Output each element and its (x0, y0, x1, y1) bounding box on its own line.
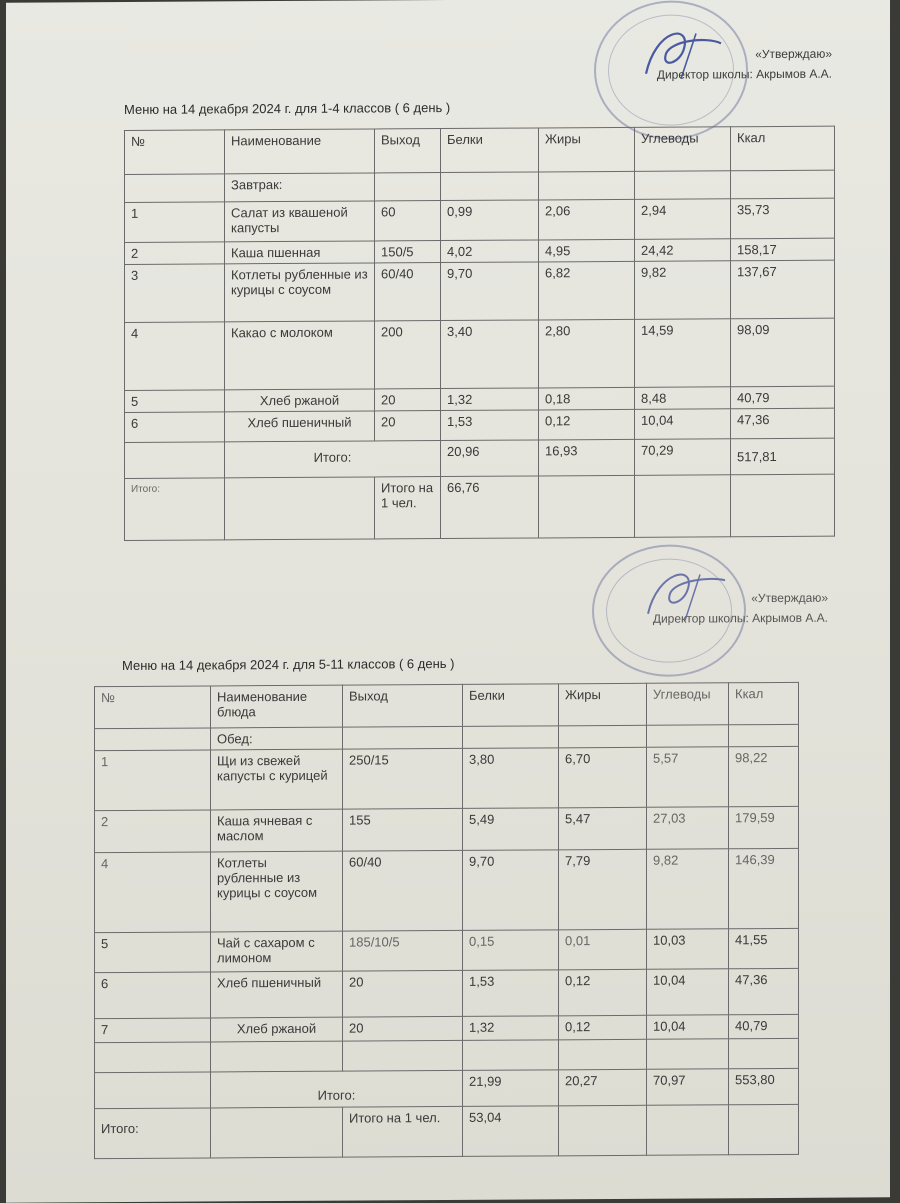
total-fats: 20,27 (559, 1069, 647, 1106)
row-carbs: 10,04 (635, 409, 731, 440)
row-dish-name: Щи из свежей капусты с курицей (211, 749, 343, 810)
row-proteins: 0,15 (463, 930, 559, 971)
row-kcal: 41,55 (729, 928, 799, 968)
row-fats: 4,95 (539, 239, 635, 262)
header-kcal: Ккал (731, 126, 835, 171)
per-person-value: 53,04 (463, 1106, 559, 1157)
row-output: 150/5 (375, 241, 441, 263)
header-fats: Жиры (539, 127, 635, 172)
header-carbs: Углеводы (647, 683, 729, 726)
row-fats: 7,79 (559, 849, 647, 930)
table-row (95, 928, 799, 972)
row-dish-name: Каша ячневая с маслом (211, 809, 343, 852)
row-kcal: 40,79 (729, 1014, 799, 1038)
row-kcal: 137,67 (731, 260, 835, 319)
row-number: 2 (95, 810, 211, 853)
header-name: Наименование (225, 129, 375, 174)
total-fats: 16,93 (539, 439, 635, 476)
row-carbs: 10,03 (647, 929, 729, 970)
menu-table-secondary (94, 682, 799, 1159)
total-carbs: 70,29 (635, 439, 731, 476)
row-number: 6 (95, 972, 211, 1019)
header-kcal: Ккал (729, 682, 799, 724)
header-number: № (125, 130, 225, 175)
row-dish-name: Чай с сахаром с лимоном (211, 931, 343, 972)
approval-signature-line: Директор школы: Акрымов А.А. (652, 611, 828, 627)
header-proteins: Белки (463, 684, 559, 727)
row-kcal: 98,09 (731, 318, 835, 387)
row-number: 4 (95, 852, 211, 933)
row-kcal: 47,36 (729, 968, 799, 1014)
row-kcal: 179,59 (729, 806, 799, 848)
row-output: 20 (343, 970, 463, 1017)
row-kcal: 47,36 (731, 408, 835, 439)
total-label: Итого: (225, 441, 441, 478)
menu-table-primary (124, 126, 835, 541)
approval-quote: «Утверждаю» (755, 46, 832, 62)
empty-row (95, 1038, 799, 1072)
row-kcal: 146,39 (729, 848, 799, 928)
total-kcal: 553,80 (729, 1068, 799, 1104)
per-person-value: 66,76 (441, 476, 539, 539)
row-carbs: 10,04 (647, 1015, 729, 1040)
row-output: 60/40 (375, 263, 441, 321)
row-proteins: 9,70 (463, 850, 559, 931)
row-output: 20 (375, 411, 441, 441)
row-number: 1 (125, 202, 225, 243)
row-fats: 2,80 (539, 319, 635, 388)
row-carbs: 8,48 (635, 387, 731, 410)
row-proteins: 3,80 (463, 748, 559, 809)
per-person-left-label: Итого: (95, 1108, 211, 1159)
row-proteins: 3,40 (441, 320, 539, 389)
row-dish-name: Котлеты рубленные из курицы с соусом (225, 263, 375, 322)
row-proteins: 0,99 (441, 200, 539, 241)
header-name: Наименование блюда (211, 685, 343, 728)
row-fats: 2,06 (539, 199, 635, 240)
row-proteins: 1,53 (463, 970, 559, 1017)
approval-quote: «Утверждаю» (751, 590, 828, 606)
total-proteins: 21,99 (463, 1070, 559, 1107)
header-fats: Жиры (559, 683, 647, 726)
row-kcal: 98,22 (729, 746, 799, 806)
row-number: 5 (95, 932, 211, 973)
table-row (125, 408, 835, 442)
row-carbs: 10,04 (647, 969, 729, 1016)
row-carbs: 5,57 (647, 747, 729, 808)
section-row (125, 170, 835, 202)
row-output: 60/40 (343, 850, 463, 931)
total-carbs: 70,97 (647, 1069, 729, 1106)
header-output: Выход (343, 684, 463, 727)
row-fats: 0,01 (559, 929, 647, 970)
table-header-row (125, 126, 835, 174)
row-dish-name: Хлеб пшеничный (225, 411, 375, 442)
table-row (95, 746, 799, 810)
row-carbs: 9,82 (647, 849, 729, 930)
row-fats: 6,70 (559, 747, 647, 808)
table-row (125, 198, 835, 242)
row-proteins: 4,02 (441, 240, 539, 263)
row-proteins: 1,53 (441, 410, 539, 441)
total-row (125, 438, 835, 478)
row-proteins: 1,32 (463, 1016, 559, 1041)
row-number: 4 (125, 322, 225, 391)
row-proteins: 1,32 (441, 388, 539, 411)
per-person-row (95, 1104, 799, 1158)
row-dish-name: Какао с молоком (225, 321, 375, 390)
section-label: Завтрак: (225, 173, 375, 202)
header-proteins: Белки (441, 128, 539, 173)
row-output: 20 (343, 1016, 463, 1041)
row-fats: 0,12 (559, 1015, 647, 1040)
row-number: 5 (125, 390, 225, 413)
total-kcal: 517,81 (731, 438, 835, 475)
row-proteins: 9,70 (441, 262, 539, 321)
header-carbs: Углеводы (635, 127, 731, 172)
table-row (95, 848, 799, 932)
header-number: № (95, 686, 211, 729)
row-kcal: 35,73 (731, 198, 835, 239)
row-fats: 5,47 (559, 807, 647, 850)
table-row (125, 260, 835, 322)
row-dish-name: Котлеты рубленные из курицы с соусом (211, 851, 343, 932)
row-number: 2 (125, 242, 225, 265)
row-carbs: 9,82 (635, 261, 731, 320)
row-fats: 6,82 (539, 261, 635, 320)
menu-heading-secondary: Меню на 14 декабря 2024 г. для 5-11 классов ( 6 день ) (122, 655, 455, 673)
row-fats: 0,12 (559, 969, 647, 1016)
total-proteins: 20,96 (441, 440, 539, 477)
row-number: 1 (95, 750, 211, 811)
row-number: 3 (125, 264, 225, 323)
approval-signature-line: Директор школы: Акрымов А.А. (656, 67, 832, 83)
row-number: 6 (125, 412, 225, 443)
row-dish-name: Хлеб пшеничный (211, 971, 343, 1018)
row-kcal: 40,79 (731, 386, 835, 409)
row-carbs: 24,42 (635, 239, 731, 262)
table-header-row (95, 682, 799, 728)
approval-block-bottom (558, 588, 828, 630)
row-output: 250/15 (343, 748, 463, 809)
row-output: 155 (343, 808, 463, 851)
per-person-label: Итого на 1 чел. (343, 1106, 463, 1157)
row-dish-name: Каша пшенная (225, 241, 375, 264)
row-carbs: 14,59 (635, 319, 731, 388)
per-person-label: Итого на 1 чел. (375, 477, 441, 539)
table-row (95, 806, 799, 852)
row-kcal: 158,17 (731, 238, 835, 261)
menu-heading-primary: Меню на 14 декабря 2024 г. для 1-4 классов ( 6 день ) (124, 99, 451, 117)
row-carbs: 2,94 (635, 199, 731, 240)
row-carbs: 27,03 (647, 807, 729, 850)
table-row (125, 318, 835, 390)
row-dish-name: Салат из квашеной капусты (225, 201, 375, 242)
row-output: 20 (375, 389, 441, 411)
row-number: 7 (95, 1018, 211, 1043)
section-label: Обед: (211, 727, 343, 750)
row-fats: 0,12 (539, 409, 635, 440)
per-person-left-label: Итого: (125, 478, 225, 541)
per-person-row (125, 474, 835, 540)
table-row (95, 968, 799, 1018)
document-page (6, 0, 890, 1203)
row-proteins: 5,49 (463, 808, 559, 851)
header-output: Выход (375, 129, 441, 173)
row-dish-name: Хлеб ржаной (225, 389, 375, 412)
row-output: 185/10/5 (343, 930, 463, 971)
row-dish-name: Хлеб ржаной (211, 1017, 343, 1042)
total-row (95, 1068, 799, 1108)
total-label: Итого: (211, 1070, 463, 1108)
row-output: 60 (375, 201, 441, 241)
approval-block-top (566, 44, 832, 86)
row-output: 200 (375, 321, 441, 389)
row-fats: 0,18 (539, 387, 635, 410)
